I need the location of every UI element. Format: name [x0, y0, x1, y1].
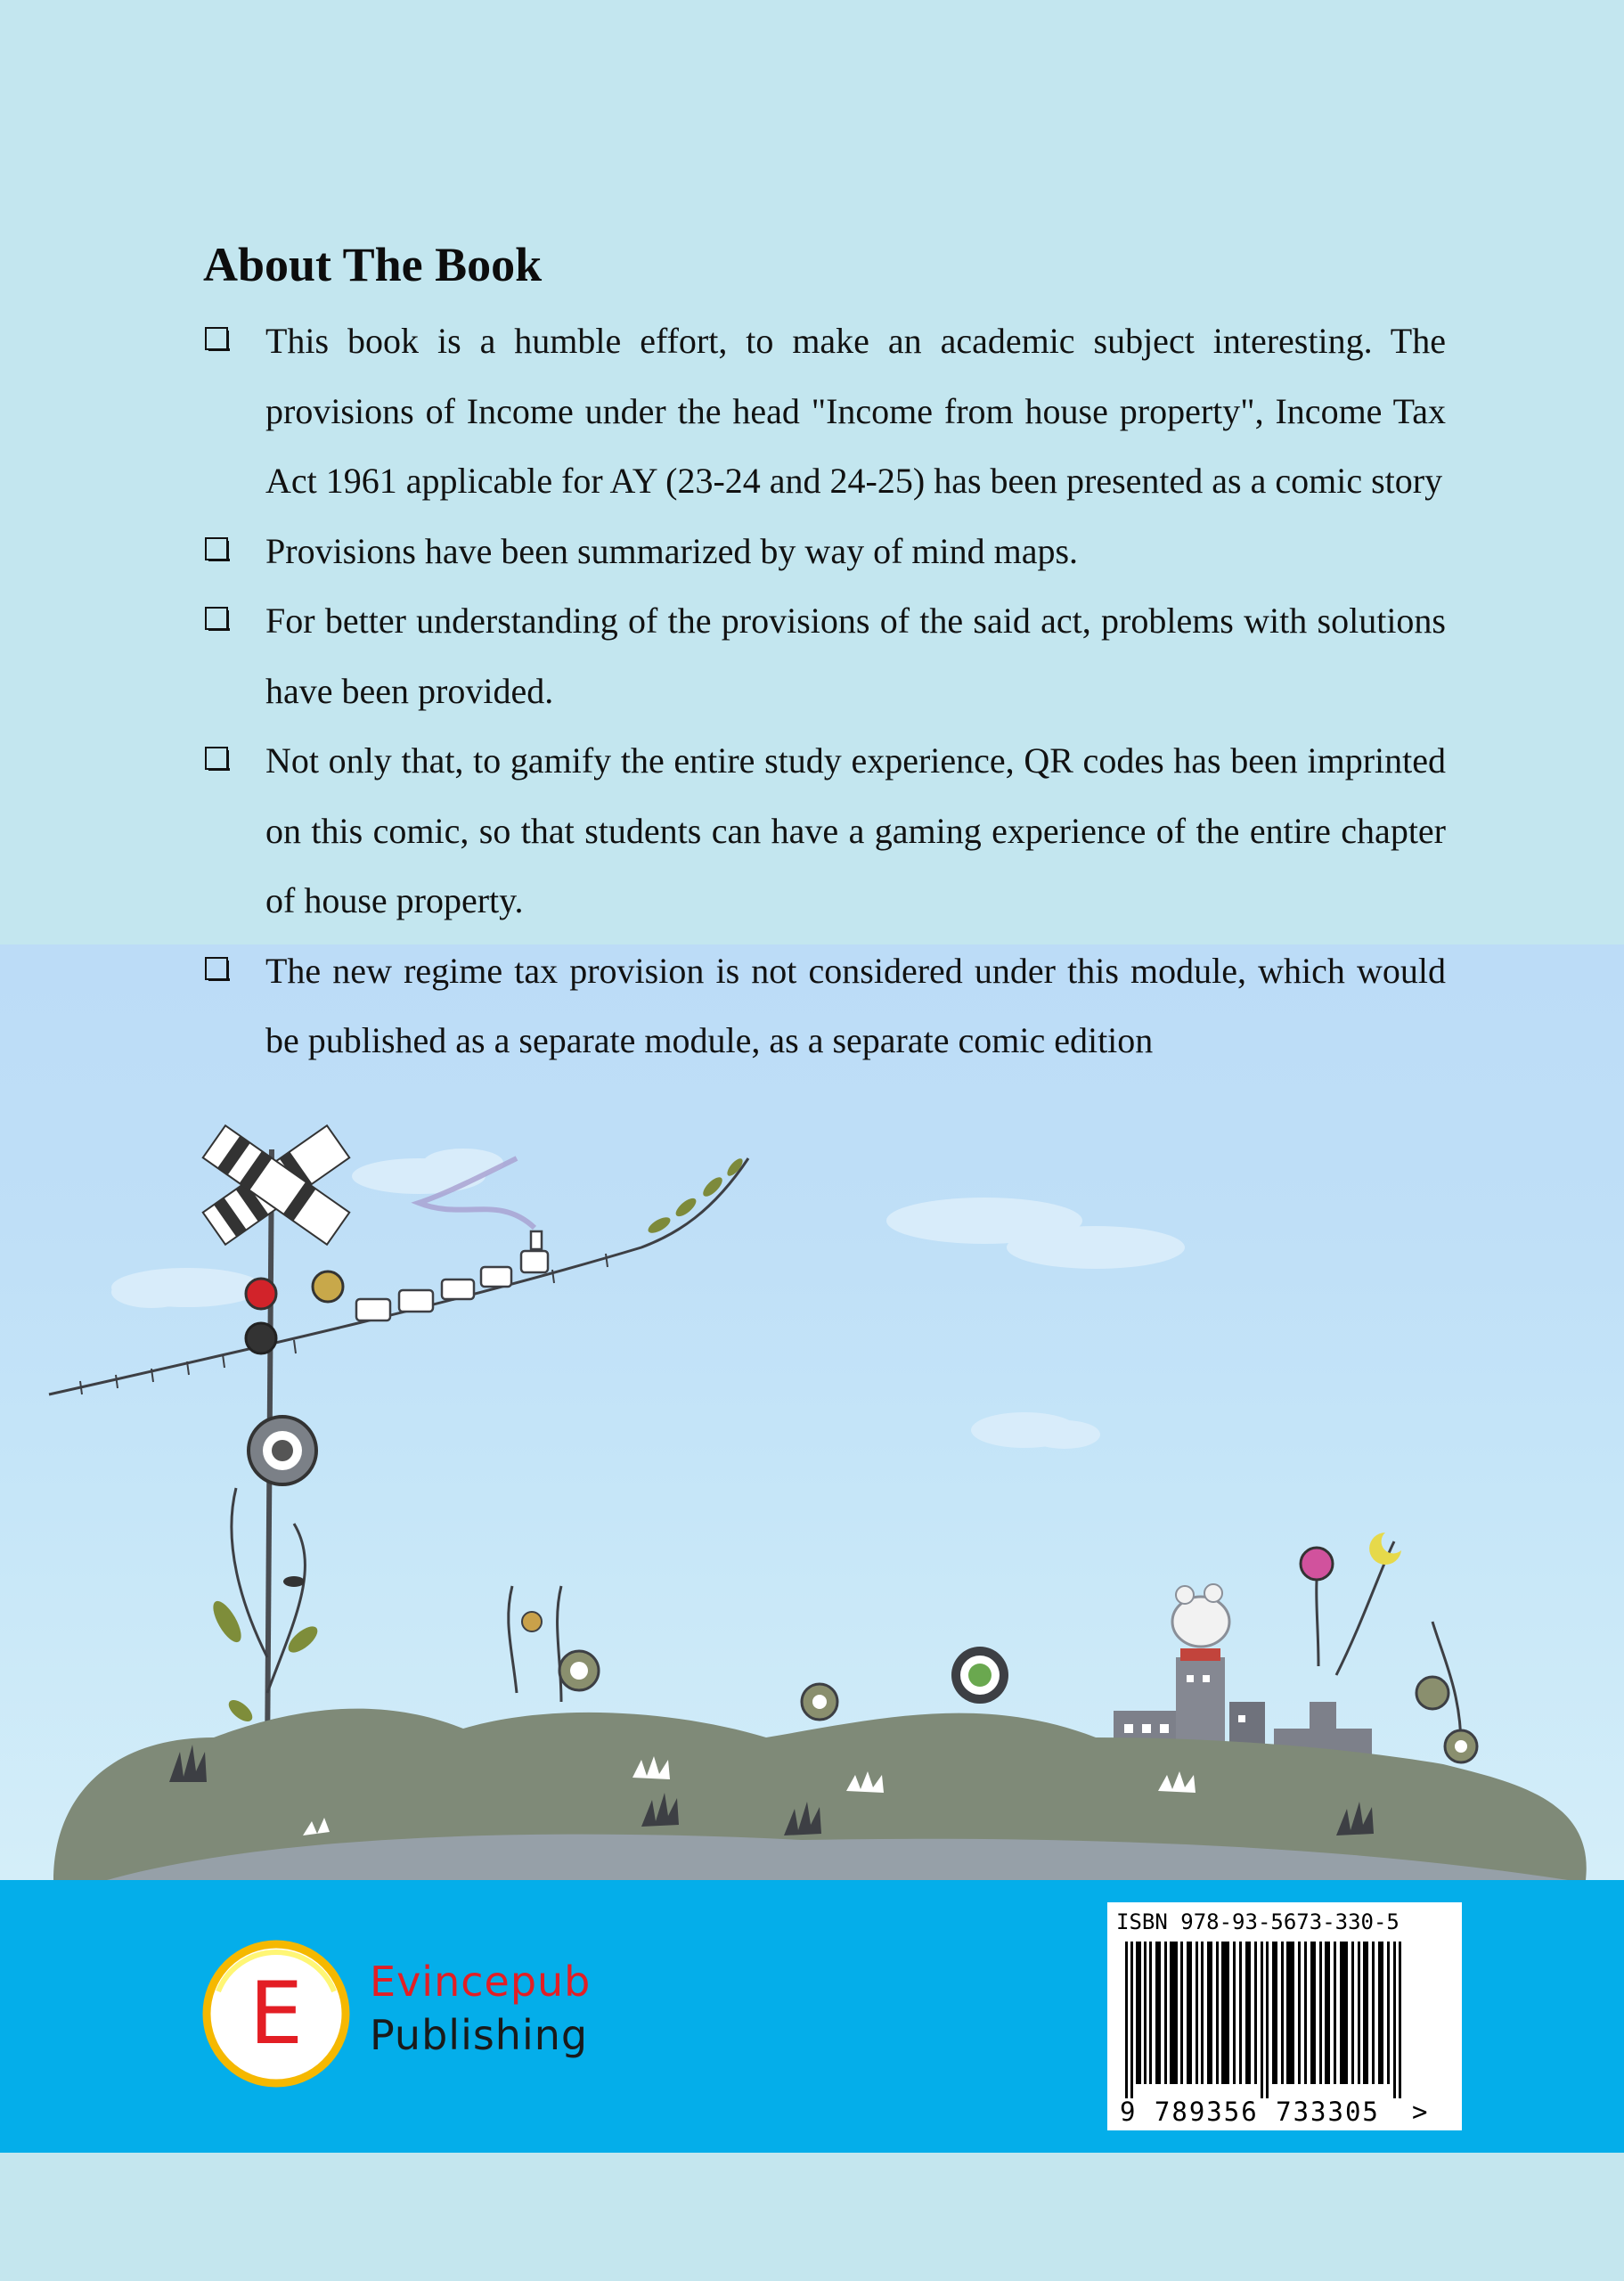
bullet-text: The new regime tax provision is not considered under this module, which would be published as a separate module, as a separate comic edition: [265, 950, 1446, 1060]
bullet-text: This book is a humble effort, to make an academic subject interesting. The provisions of Income under the head "Income from house property", Income Tax Act 1961 applicable for AY (23-24 and 24-25) has been presented as a comic story: [265, 321, 1446, 501]
ean-digits: 9 789356 733305: [1120, 2097, 1380, 2127]
bullet-text: For better understanding of the provisions of the said act, problems with solutions have been provided.: [265, 601, 1446, 711]
isbn-label: ISBN 978-93-5673-330-5: [1116, 1909, 1400, 1934]
publisher-name: Evincepub: [370, 1958, 592, 2006]
checkbox-icon: [205, 747, 228, 770]
about-bullet-list: [203, 307, 1446, 1076]
landscape-illustration: [0, 1123, 1624, 1889]
about-bullet: [203, 517, 1446, 587]
bullet-text: Not only that, to gamify the entire study experience, QR codes has been imprinted on this comic, so that students can have a gaming experience of the entire chapter of house property.: [265, 740, 1446, 920]
checkbox-icon: [205, 327, 228, 350]
about-bullet: [203, 726, 1446, 936]
vine-leaves: [646, 1157, 746, 1237]
checkbox-icon: [205, 607, 228, 630]
toy-train: [356, 1231, 548, 1320]
curly-stems: [232, 1488, 1461, 1746]
about-title: About The Book: [203, 238, 543, 291]
barcode-bars: [1116, 1942, 1437, 2098]
checkbox-icon: [205, 957, 228, 980]
bottom-strip: [0, 2153, 1624, 2281]
checkbox-icon: [205, 537, 228, 560]
publisher-subtitle: Publishing: [370, 2011, 589, 2059]
small-town: [1114, 1584, 1372, 1764]
about-the-book-section: [203, 233, 1446, 1076]
publisher-logo: [200, 1938, 592, 2081]
evincepub-logo-icon: [200, 1938, 352, 2089]
bullet-text: Provisions have been summarized by way of mind maps.: [265, 530, 1079, 571]
isbn-barcode: [1107, 1902, 1462, 2130]
about-bullet: [203, 936, 1446, 1076]
quiet-zone-mark: >: [1412, 2097, 1428, 2127]
about-bullet: [203, 307, 1446, 517]
logo-letter: E: [249, 1964, 304, 2064]
about-bullet: [203, 586, 1446, 726]
